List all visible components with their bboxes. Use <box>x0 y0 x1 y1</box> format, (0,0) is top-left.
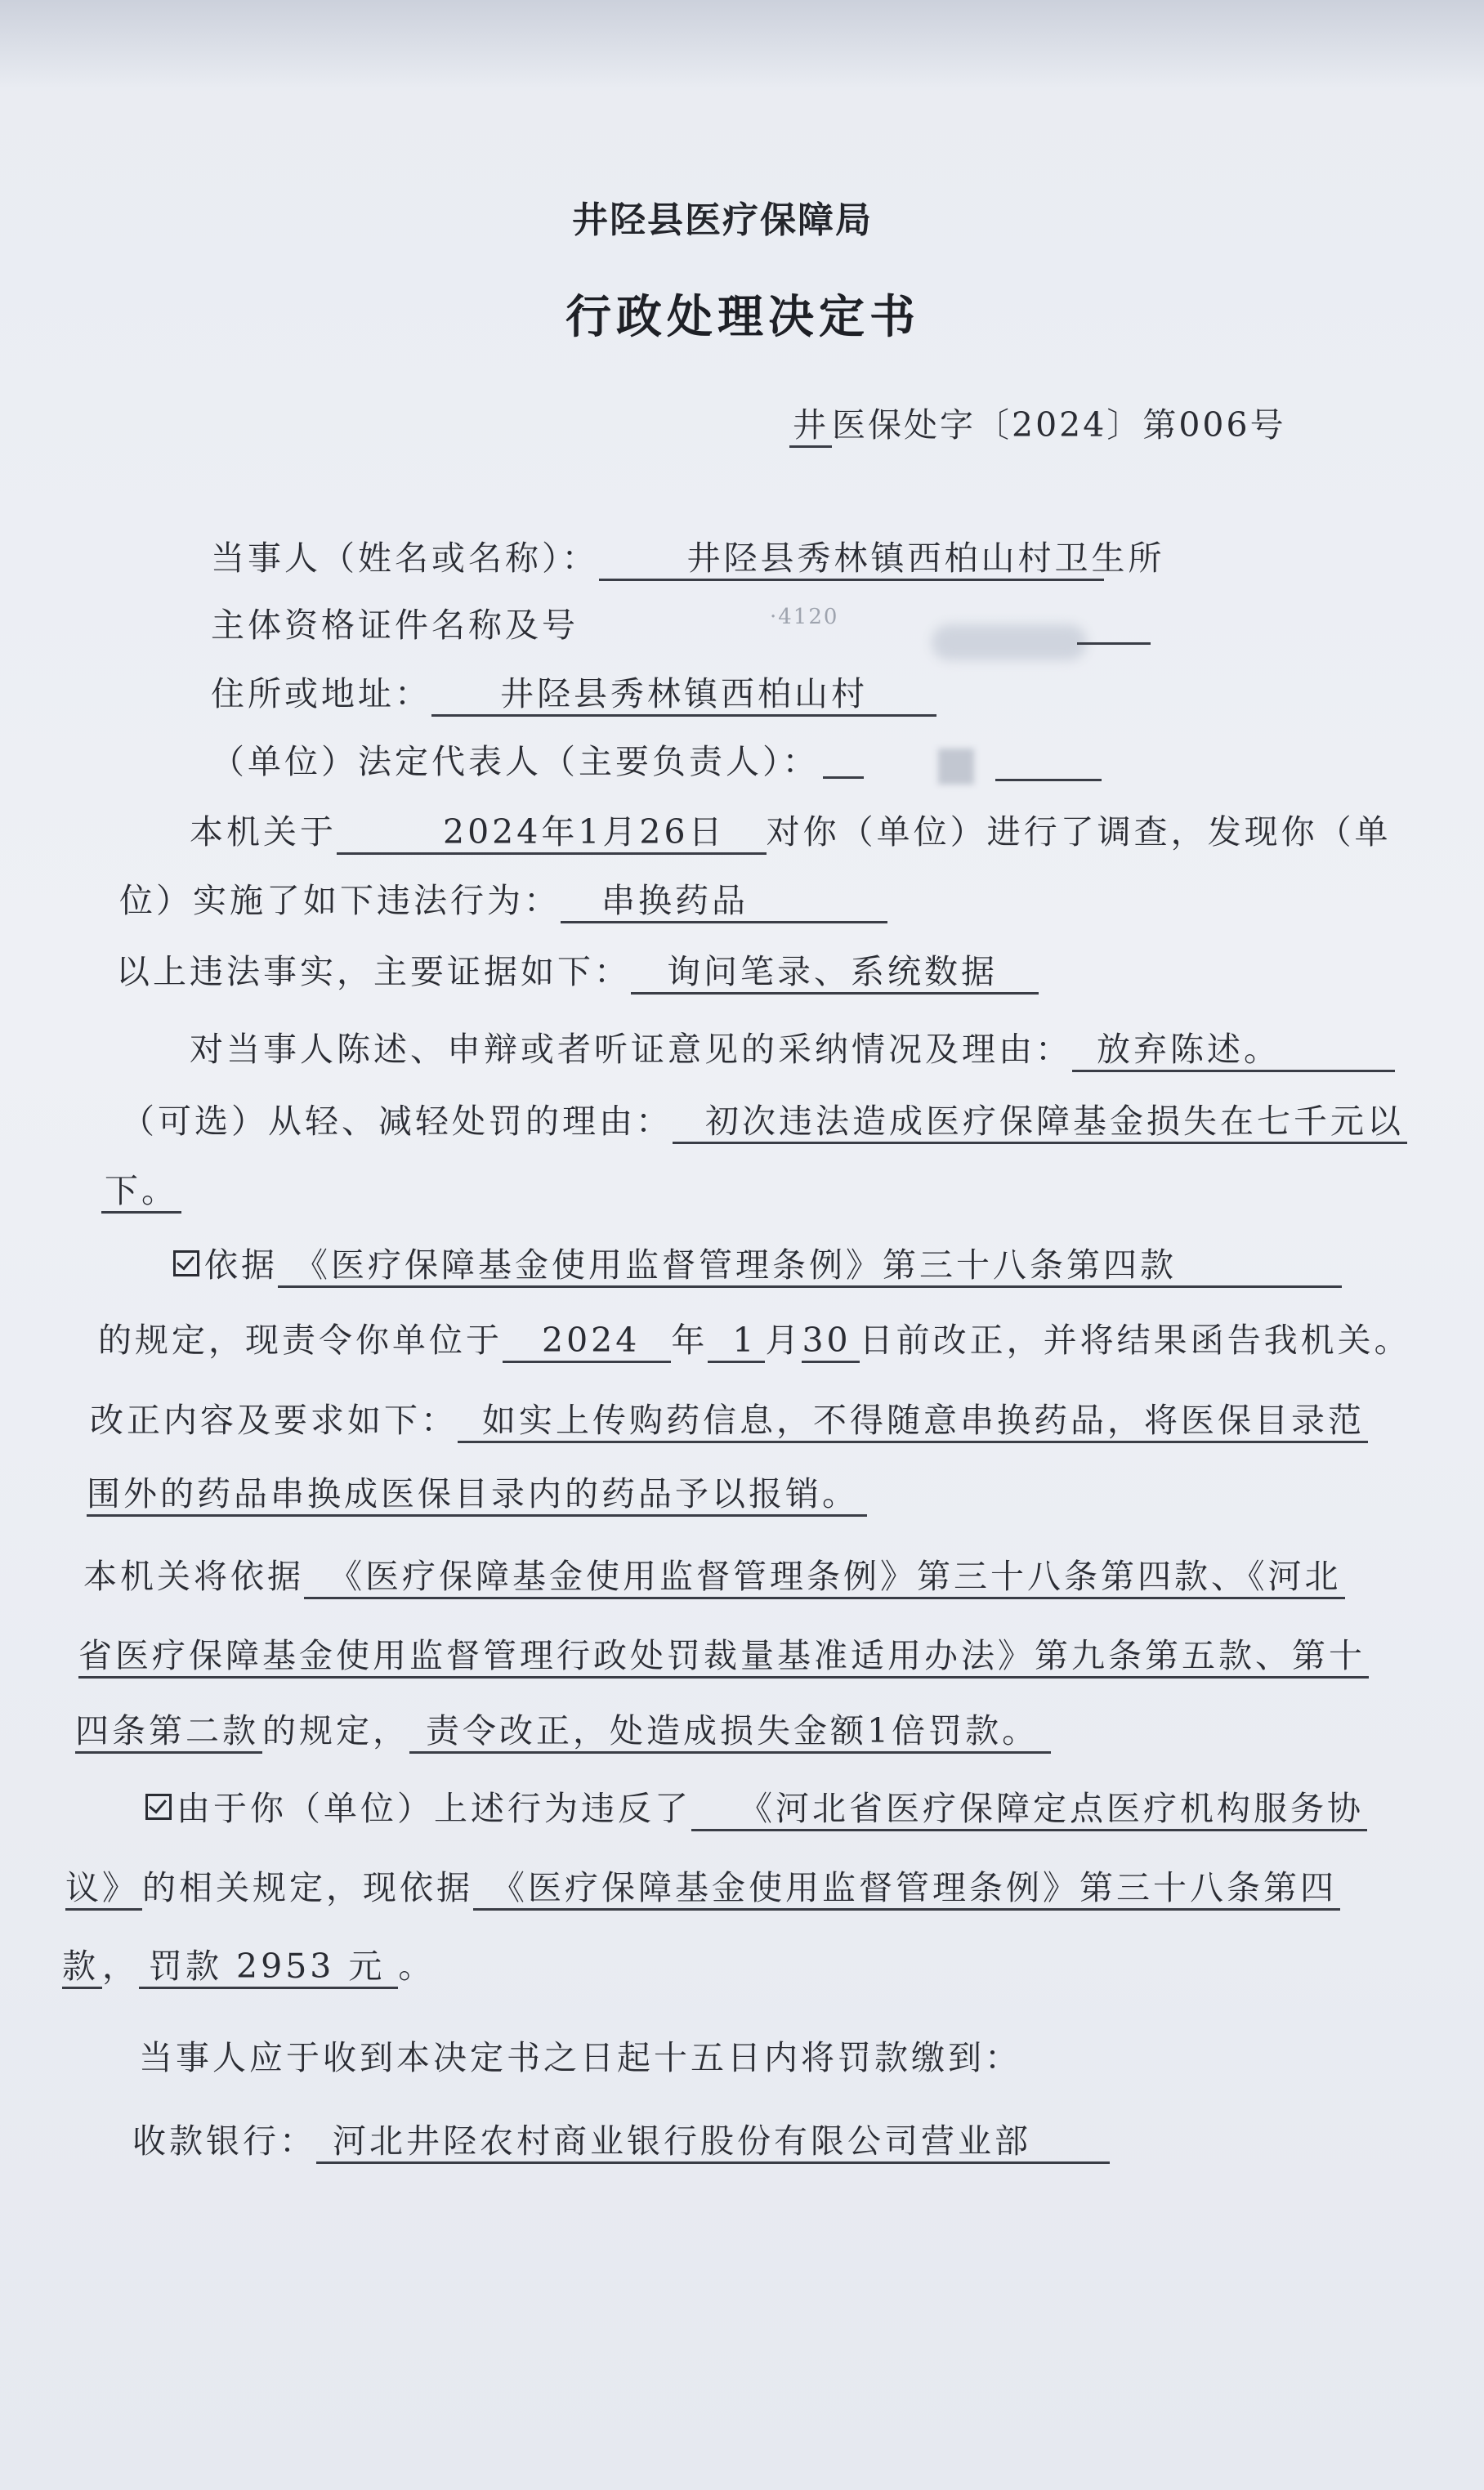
fine-end: 。 <box>398 1947 436 1986</box>
penalty-mid: 的规定， <box>262 1711 409 1750</box>
document-number <box>789 405 1286 448</box>
party-value: 井陉县秀林镇西柏山村卫生所 <box>599 542 1104 581</box>
investigation-prefix: 本机关于 <box>190 812 337 852</box>
payment-line: 当事人应于收到本决定书之日起十五日内将罚款缴到： <box>139 2038 1021 2077</box>
basis-value: 《医疗保障基金使用监督管理条例》第三十八条第四款 <box>278 1249 1342 1288</box>
statement-prefix: 对当事人陈述、申辩或者听证意见的采纳情况及理由： <box>190 1030 1072 1069</box>
agreement-line-1 <box>145 1789 1367 1831</box>
order-month: 1 <box>708 1324 765 1363</box>
checkbox-checked-icon <box>145 1794 172 1820</box>
mitigation-line-1 <box>121 1102 1407 1144</box>
penalty-result: 责令改正，处造成损失金额1倍罚款 <box>409 1714 1051 1754</box>
mitigation-prefix: （可选）从轻、减轻处罚的理由： <box>121 1102 673 1141</box>
doc-prefix: 井 <box>789 409 832 448</box>
order-year: 2024 <box>503 1324 671 1363</box>
agreement-prefix: 由于你（单位）上述行为违反了 <box>177 1789 691 1828</box>
penalty-value-2: 省医疗保障基金使用监督管理行政处罚裁量基准适用办法》第九条第五款、第十 <box>78 1639 1369 1679</box>
rep-label: （单位）法定代表人（主要负责人）： <box>211 742 820 781</box>
correction-line-2 <box>87 1474 867 1517</box>
penalty-line-1 <box>83 1557 1345 1599</box>
cert-line <box>211 606 579 645</box>
agreement-value-2: 议》 <box>65 1871 142 1911</box>
violation-line <box>119 881 887 923</box>
evidence-prefix: 以上违法事实，主要证据如下： <box>116 952 631 991</box>
agreement-line-2 <box>65 1868 1340 1911</box>
statement-value: 放弃陈述。 <box>1072 1033 1395 1072</box>
investigation-date: 2024年1月26日 <box>337 816 767 855</box>
rep-blank-1 <box>823 752 864 779</box>
agreement-value-1: 《河北省医疗保障定点医疗机构服务协 <box>691 1792 1367 1831</box>
evidence-value: 询问笔录、系统数据 <box>631 955 1039 995</box>
cert-label: 主体资格证件名称及号 <box>211 606 579 645</box>
mitigation-value-1: 初次违法造成医疗保障基金损失在七千元以 <box>673 1105 1407 1144</box>
rep-line <box>211 742 864 781</box>
penalty-line-3 <box>75 1711 1039 1754</box>
investigation-suffix: 对你（单位）进行了调查，发现你（单 <box>766 812 1392 852</box>
party-line <box>211 539 1165 581</box>
statement-line <box>190 1030 1395 1072</box>
rep-blank-2 <box>995 779 1102 781</box>
order-suffix: 日前改正，并将结果函告我机关。 <box>859 1321 1411 1360</box>
penalty-end: 。 <box>1002 1711 1039 1750</box>
agreement-basis-1: 《医疗保障基金使用监督管理条例》第三十八条第四 <box>473 1871 1340 1911</box>
order-day: 30 <box>802 1324 859 1363</box>
address-line <box>211 674 936 717</box>
doc-number-text: 医保处字〔2024〕第006号 <box>832 405 1286 445</box>
order-prefix: 的规定，现责令你单位于 <box>98 1321 503 1360</box>
address-label: 住所或地址： <box>211 674 431 713</box>
bank-line <box>132 2121 1110 2164</box>
agency-name: 井陉县医疗保障局 <box>572 199 873 241</box>
investigation-line <box>190 812 1392 855</box>
basis-prefix: 依据 <box>204 1245 278 1285</box>
document-title: 行政处理决定书 <box>565 290 920 344</box>
violation-prefix: 位）实施了如下违法行为： <box>119 881 561 920</box>
checkbox-checked-icon <box>173 1250 199 1276</box>
order-month-unit: 月 <box>765 1321 802 1360</box>
penalty-prefix: 本机关将依据 <box>83 1557 304 1596</box>
correction-value-2: 围外的药品串换成医保目录内的药品予以报销。 <box>87 1477 867 1517</box>
party-label: 当事人（姓名或名称）： <box>211 539 599 578</box>
agreement-basis-2: 款 <box>62 1950 102 1989</box>
penalty-value-1: 《医疗保障基金使用监督管理条例》第三十八条第四款、《河北 <box>304 1560 1345 1599</box>
fine-value: 罚款 2953 元 <box>139 1950 398 1989</box>
bank-label: 收款银行： <box>132 2121 316 2161</box>
redacted-cert-number <box>932 624 1087 660</box>
evidence-line <box>116 952 1039 995</box>
agreement-mid: 的相关规定，现依据 <box>142 1868 473 1907</box>
redacted-rep-name <box>938 749 974 785</box>
cert-fragment: ·4120 <box>770 605 839 629</box>
penalty-value-3: 四条第二款 <box>75 1714 262 1754</box>
address-value: 井陉县秀林镇西柏山村 <box>431 677 936 717</box>
cert-underline <box>1077 642 1151 645</box>
order-line <box>98 1321 1411 1363</box>
violation-value: 串换药品 <box>561 884 887 923</box>
correction-prefix: 改正内容及要求如下： <box>90 1401 458 1440</box>
correction-line-1 <box>90 1401 1368 1443</box>
order-year-unit: 年 <box>671 1321 708 1360</box>
mitigation-line-2 <box>101 1171 181 1214</box>
penalty-line-2 <box>78 1636 1369 1679</box>
fine-line <box>62 1947 436 1989</box>
mitigation-value-2: 下。 <box>101 1174 181 1214</box>
bank-value: 河北井陉农村商业银行股份有限公司营业部 <box>316 2125 1110 2164</box>
basis-line <box>173 1245 1342 1288</box>
fine-separator: ， <box>102 1947 139 1986</box>
correction-value-1: 如实上传购药信息，不得随意串换药品，将医保目录范 <box>458 1404 1368 1443</box>
